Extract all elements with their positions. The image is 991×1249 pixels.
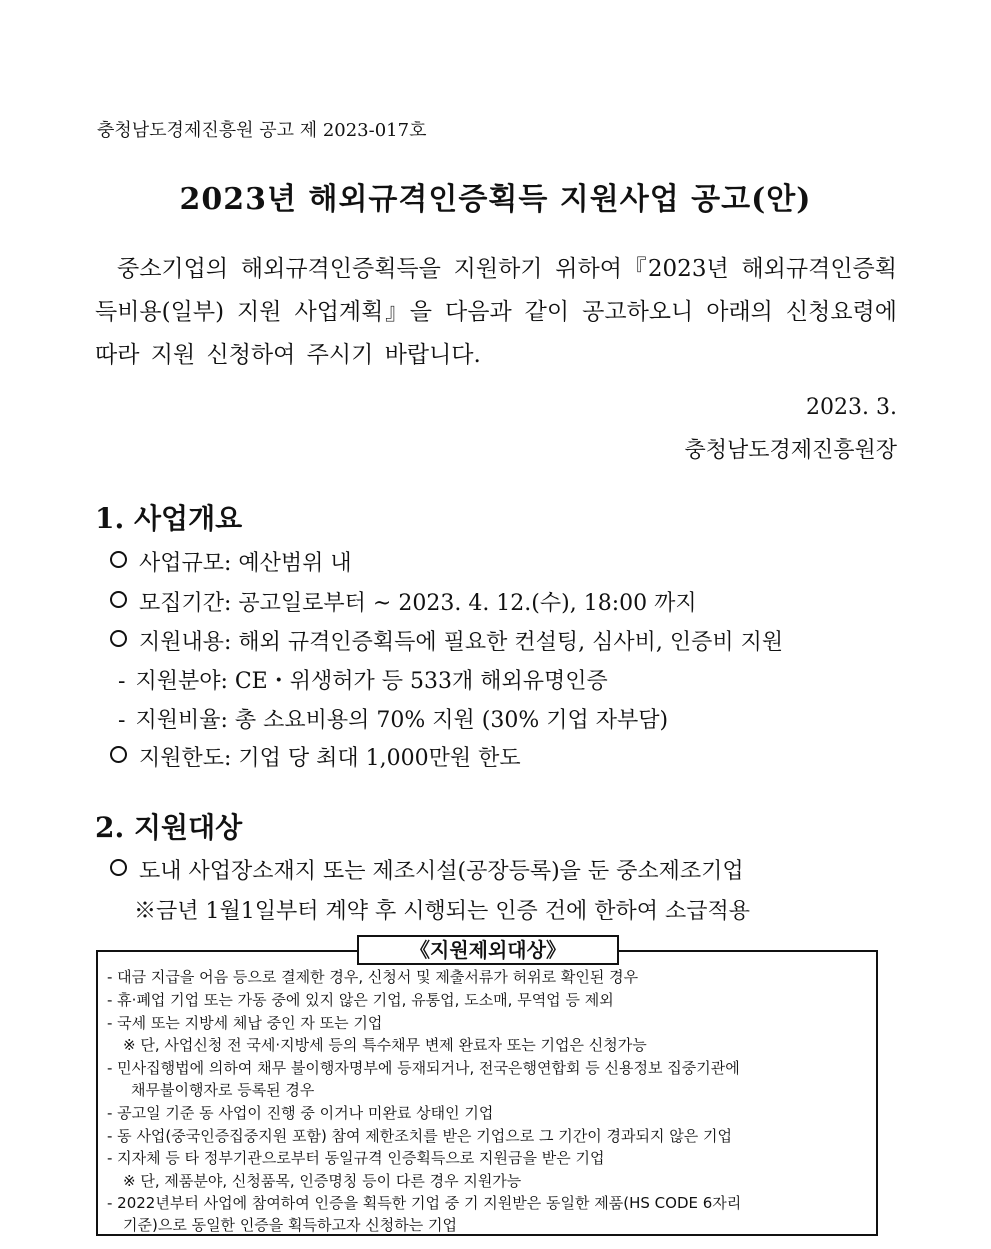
section-heading-target: 2. 지원대상 <box>95 811 243 844</box>
circle-bullet-icon <box>110 859 127 876</box>
exclusion-line: - 2022년부터 사업에 참여하여 인증을 획득한 기업 중 기 지원받은 동일한 제품(HS CODE 6자리 <box>107 1194 742 1212</box>
list-item: 지원내용: 해외 규격인증획득에 필요한 컨설팅, 심사비, 인증비 지원 <box>110 625 783 656</box>
exclusion-line: - 지자체 등 타 정부기관으로부터 동일규격 인증획득으로 지원금을 받은 기업 <box>107 1149 605 1167</box>
circle-bullet-icon <box>110 630 127 647</box>
list-item: 사업규모: 예산범위 내 <box>110 546 352 577</box>
section-heading-overview: 1. 사업개요 <box>95 502 243 535</box>
exclusion-line: - 휴·폐업 기업 또는 가동 중에 있지 않은 기업, 유통업, 도소매, 무역업 등 제외 <box>107 991 614 1009</box>
exclusion-line: - 국세 또는 지방세 체납 중인 자 또는 기업 <box>107 1014 383 1032</box>
exclusion-line: 기준)으로 동일한 인증을 획득하고자 신청하는 기업 <box>123 1216 457 1234</box>
notice-number: 충청남도경제진흥원 공고 제 2023-017호 <box>97 120 427 141</box>
retroactive-note: ※금년 1월1일부터 계약 후 시행되는 인증 건에 한하여 소급적용 <box>134 899 750 924</box>
exclusion-line: - 동 사업(중국인증집중지원 포함) 참여 제한조치를 받은 기업으로 그 기간이 경과되지 않은 기업 <box>107 1127 732 1145</box>
announcement-date: 2023. 3. <box>806 395 897 420</box>
list-item: 모집기간: 공고일로부터 ~ 2023. 4. 12.(수), 18:00 까지 <box>110 586 697 617</box>
exclusion-line: 채무불이행자로 등록된 경우 <box>131 1081 315 1099</box>
page-title: 2023년 해외규격인증획득 지원사업 공고(안) <box>179 182 812 217</box>
exclusion-line: - 공고일 기준 동 사업이 진행 중 이거나 미완료 상태인 기업 <box>107 1104 494 1122</box>
list-item: - 지원분야: CE・위생허가 등 533개 해외유명인증 <box>118 669 608 694</box>
exclusion-line: ※ 단, 제품분야, 신청품목, 인증명칭 등이 다른 경우 지원가능 <box>123 1172 522 1190</box>
circle-bullet-icon <box>110 746 127 763</box>
list-item: - 지원비율: 총 소요비용의 70% 지원 (30% 기업 자부담) <box>118 708 669 733</box>
list-item: 지원한도: 기업 당 최대 1,000만원 한도 <box>110 741 521 772</box>
exclusion-line: ※ 단, 사업신청 전 국세·지방세 등의 특수채무 변제 완료자 또는 기업은 신청가능 <box>123 1036 647 1054</box>
issuer-name: 충청남도경제진흥원장 <box>684 438 897 463</box>
exclusion-title: 《지원제외대상》 <box>357 935 619 965</box>
list-item: 도내 사업장소재지 또는 제조시설(공장등록)을 둔 중소제조기업 <box>110 854 744 885</box>
circle-bullet-icon <box>110 591 127 608</box>
exclusion-line: - 대금 지급을 어음 등으로 결제한 경우, 신청서 및 제출서류가 허위로 확인된 경우 <box>107 968 639 986</box>
exclusion-line: - 민사집행법에 의하여 채무 불이행자명부에 등재되거나, 전국은행연합회 등 신용정보 집중기관에 <box>107 1059 740 1077</box>
intro-paragraph: 중소기업의 해외규격인증획득을 지원하기 위하여『2023년 해외규격인증획득비용(일부) 지원 사업계획』을 다음과 같이 공고하오니 아래의 신청요령에 따라 지원 신청하여 주시기 바랍니다. <box>95 256 897 368</box>
circle-bullet-icon <box>110 551 127 568</box>
